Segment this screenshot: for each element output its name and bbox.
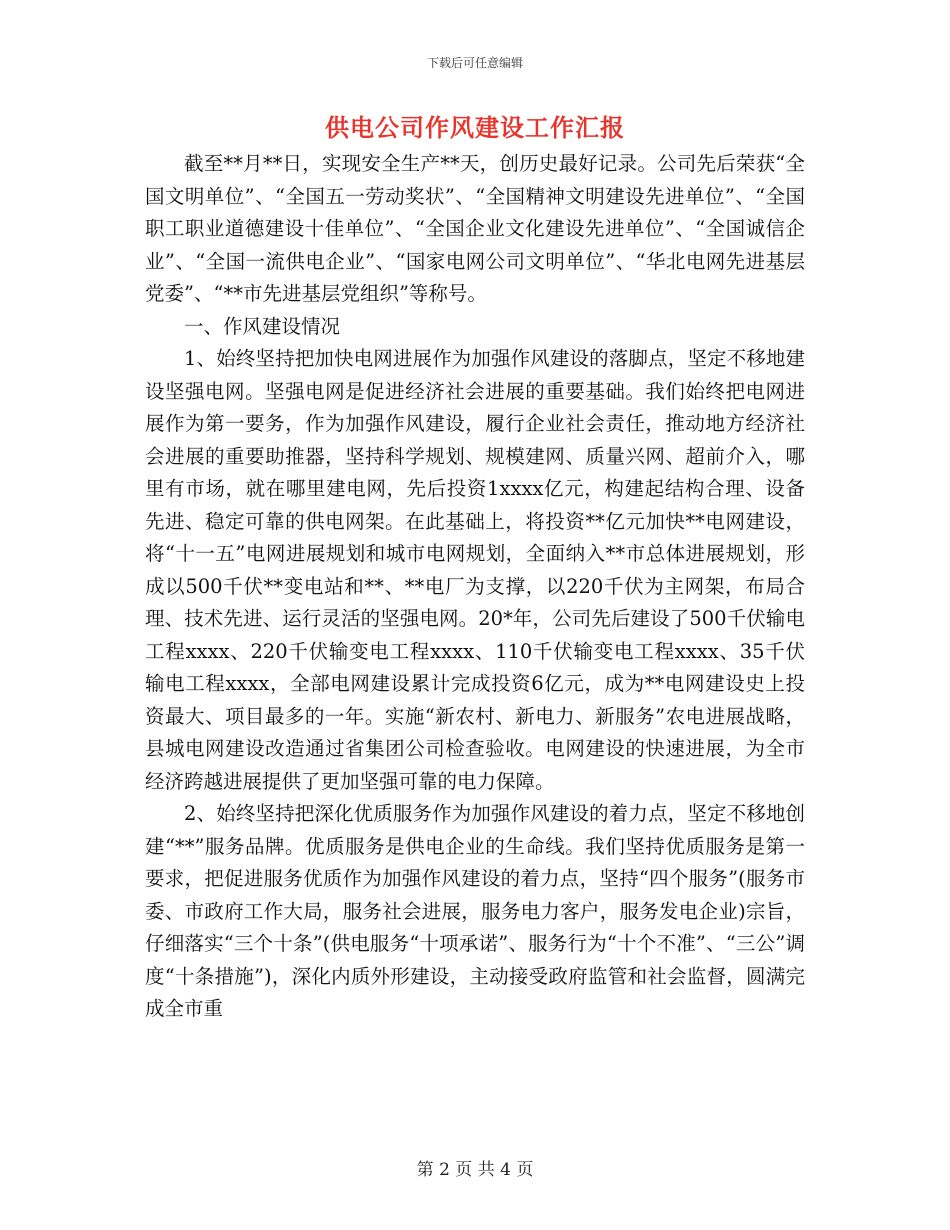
paragraph-grid-construction: 1、始终坚持把加快电网进展作为加强作风建设的落脚点，坚定不移地建设坚强电网。坚强电网是促进经济社会进展的重要基础。我们始终把电网进展作为第一要务，作为加强作风建设，履行企业社会责任，推动地方经济社会进展的重要助推器，坚持科学规划、规模建网、质量兴网、超前介入，哪里有市场，就在哪里建电网，先后投资1xxxx亿元，构建起结构合理、设备先进、稳定可靠的供电网架。在此基础上，将投资**亿元加快**电网建设，将“十一五”电网进展规划和城市电网规划，全面纳入**市总体进展规划，形成以500千伏**变电站和**、**电厂为支撑，以220千伏为主网架，布局合理、技术先进、运行灵活的坚强电网。20*年，公司先后建设了500千伏输电工程xxxx、220千伏输变电工程xxxx、110千伏输变电工程xxxx、35千伏输电工程xxxx，全部电网建设累计完成投资6亿元，成为**电网建设史上投资最大、项目最多的一年。实施“新农村、新电力、新服务”农电进展战略，县城电网建设改造通过省集团公司检查验收。电网建设的快速进展，为全市经济跨越进展提供了更加坚强可靠的电力保障。 (145, 347, 805, 793)
paragraph-intro: 截至**月**日，实现安全生产**天，创历史最好记录。公司先后荣获“全国文明单位”、“全国五一劳动奖状”、“全国精神文明建设先进单位”、“全国职工职业道德建设十佳单位”、“全国企业文化建设先进单位”、“全国诚信企业”、“全国一流供电企业”、“国家电网公司文明单位”、“华北电网先进基层党委”、“**市先进基层党组织”等称号。 (145, 152, 805, 305)
paragraph-quality-service: 2、始终坚持把深化优质服务作为加强作风建设的着力点，坚定不移地创建“**”服务品牌。优质服务是供电企业的生命线。我们坚持优质服务是第一要求，把促进服务优质作为加强作风建设的着力点，坚持“四个服务”(服务市委、市政府工作大局，服务社会进展，服务电力客户，服务发电企业)宗旨，仔细落实“三个十条”(供电服务“十项承诺”、服务行为“十个不准”、“三公”调度“十条措施”)，深化内质外形建设，主动接受政府监管和社会监督，圆满完成全市重 (145, 802, 805, 1020)
page-number: 第 2 页 共 4 页 (416, 1160, 534, 1180)
document-title: 供电公司作风建设工作汇报 (325, 113, 625, 142)
header-note: 下载后可任意编辑 (426, 56, 523, 70)
section-heading: 一、作风建设情况 (184, 314, 341, 338)
document-body (145, 148, 805, 1026)
